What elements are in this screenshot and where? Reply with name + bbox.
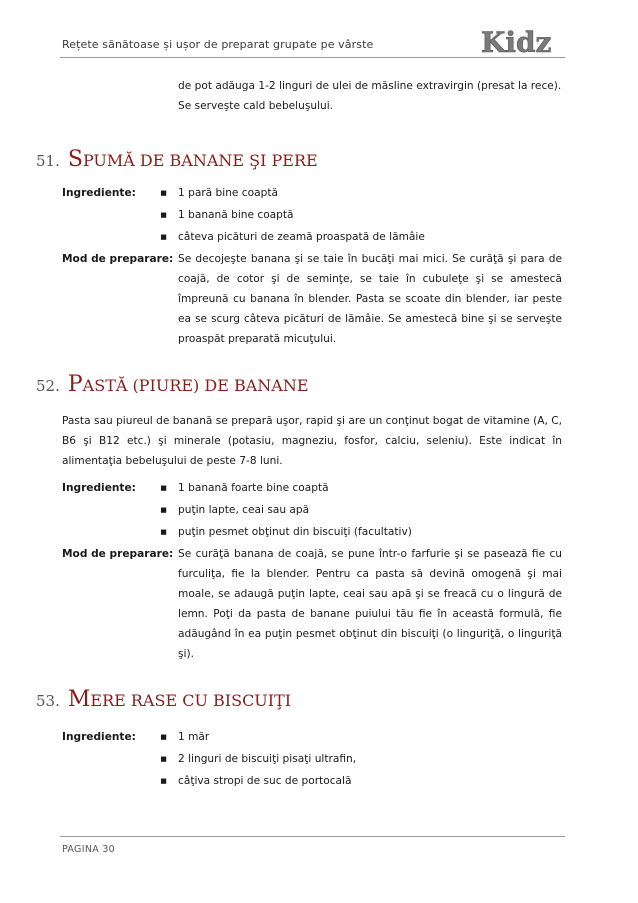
section-title-initial: S: [67, 147, 83, 172]
section-number: 53.: [36, 692, 60, 710]
ingredient-item: ▪ câteva picături de zeamă proaspată de lămâie: [160, 231, 425, 243]
section-heading-51: [36, 147, 318, 172]
ingredient-item: ▪ puţin lapte, ceai sau apă: [160, 504, 310, 516]
section-heading-52: [36, 372, 309, 397]
section-intro-text: Pasta sau piureul de banană se prepară uşor, rapid şi are un conţinut bogat de vitamine (A, C, B6 şi B12 etc.) şi minerale (potasiu, magneziu, fosfor, calciu, seleniu). Este indicat în alimentaţia bebeluşului de peste 7-8 luni.: [62, 415, 562, 467]
ingredients-label: Ingrediente:: [62, 187, 136, 199]
method-label: Mod de preparare:: [62, 548, 174, 560]
svg-text:Kidz: Kidz: [481, 26, 552, 56]
section-number: 52.: [36, 377, 60, 395]
method-text: Se curăţă banana de coajă, se pune într-o farfurie şi se pasează fie cu furculiţa, fie la blender. Pentru ca pasta să devină omogenă şi mai moale, se adaugă puţin lapte, ceai sau apă şi se freacă cu o lingură de lemn. Poţi da pasta de banane puiului tău fie în această formulă, fie adăugând în ea puţin pesmet obţinut din biscuiţi (o linguriţă, o linguriţă şi).: [178, 548, 562, 660]
section-title-initial: M: [67, 687, 91, 712]
section-heading-53: [36, 687, 291, 712]
method-label: Mod de preparare:: [62, 253, 174, 265]
section-title: PUMĂ DE BANANE ŞI PERE: [82, 151, 318, 170]
ingredients-label: Ingrediente:: [62, 731, 136, 743]
ingredient-item: ▪ 1 banană bine coaptă: [160, 209, 294, 221]
method-text: Se decojeşte banana şi se taie în bucăţi mai mici. Se curăţă şi para de coajă, de cotor şi de seminţe, se taie în cubuleţe şi se amestecă împreună cu banana în blender. Pasta se scoate din blender, iar peste ea se scurg câteva picături de lămâie. Se amestecă bine şi se serveşte proaspăt preparată micuţului.: [178, 253, 562, 345]
ingredient-item: ▪ câţiva stropi de suc de portocală: [160, 775, 352, 787]
ingredients-label: Ingrediente:: [62, 482, 136, 494]
ingredient-item: ▪ 1 banană foarte bine coaptă: [160, 482, 329, 494]
intro-line-1: de pot adăuga 1-2 linguri de ulei de măsline extravirgin (presat la rece).: [178, 80, 562, 92]
ingredient-item: ▪ puţin pesmet obţinut din biscuiţi (facultativ): [160, 526, 412, 538]
ingredient-item: ▪ 1 măr: [160, 731, 210, 743]
kidz-logo: [479, 26, 565, 56]
footer-divider: [60, 836, 565, 837]
section-title: ASTĂ (PIURE) DE BANANE: [82, 376, 309, 395]
section-number: 51.: [36, 152, 60, 170]
header-divider: [60, 57, 565, 58]
intro-line-2: Se serveşte cald bebeluşului.: [178, 100, 334, 112]
section-title-initial: P: [67, 372, 83, 397]
ingredient-item: ▪ 1 pară bine coaptă: [160, 187, 278, 199]
section-title: ERE RASE CU BISCUIŢI: [90, 691, 292, 710]
page-header-title: Rețete sănătoase și ușor de preparat grupate pe vârste: [62, 38, 374, 51]
ingredient-item: ▪ 2 linguri de biscuiţi pisaţi ultrafin,: [160, 753, 357, 765]
page-number: PAGINA 30: [62, 844, 116, 855]
